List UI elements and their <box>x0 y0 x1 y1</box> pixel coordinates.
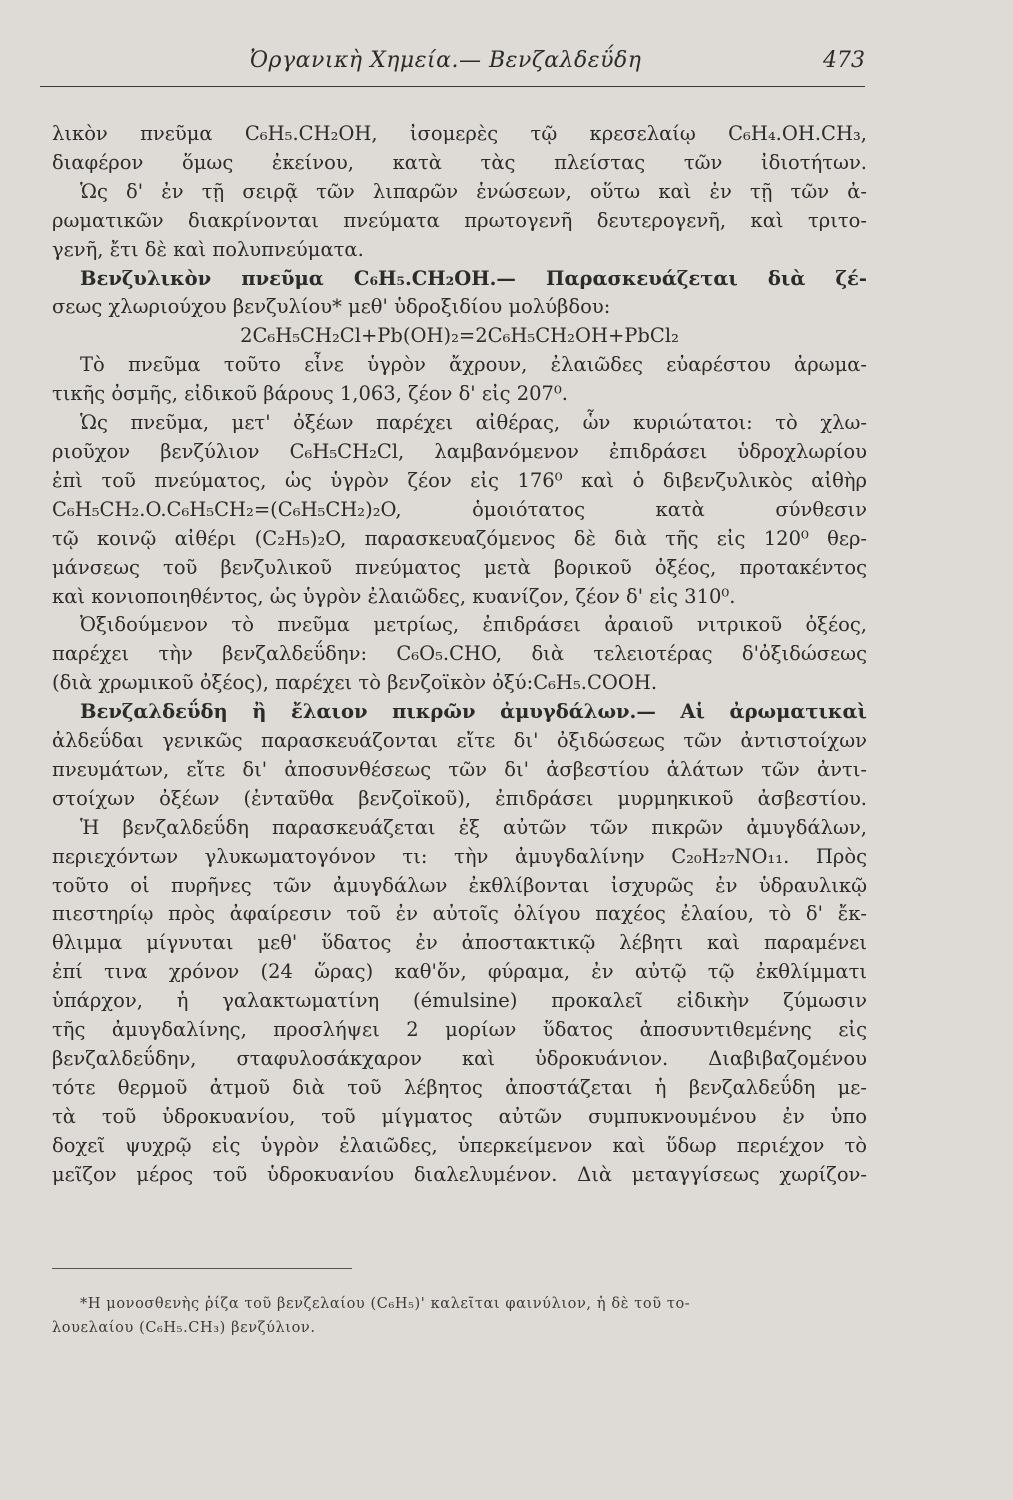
section-heading-line: Βενζαλδεΰδη ἢ ἔλαιον πικρῶν ἀμυγδάλων.— Αἱ ἀρωματικαὶ <box>80 700 867 724</box>
equation-line: 2C₆H₅CH₂Cl+Pb(OH)₂=2C₆H₅CH₂OH+PbCl₂ <box>240 324 679 348</box>
text-line: Ἡ βενζαλδεΰδη παρασκευάζεται ἐξ αὐτῶν τῶν πικρῶν ἀμυγδάλων, <box>80 815 867 839</box>
text-line: τοῦτο οἱ πυρῆνες τῶν ἀμυγδάλων ἐκθλίβονται ἰσχυρῶς ἐν ὑδραυλικῷ <box>52 873 867 897</box>
running-header <box>40 46 865 87</box>
text-line: τὰ τοῦ ὑδροκυανίου, τοῦ μίγματος αὐτῶν συμπυκνουμένου ἐν ὑπο <box>52 1104 867 1128</box>
main-text <box>52 120 867 1190</box>
text-line: παρέχει τὴν βενζαλδεΰδην: C₆O₅.CHO, διὰ τελειοτέρας δ'ὀξιδώσεως <box>52 642 867 666</box>
footnote-divider <box>52 1268 352 1269</box>
text-line: μεῖζον μέρος τοῦ ὑδροκυανίου διαλελυμένον. Διὰ μεταγγίσεως χωρίζον- <box>52 1162 867 1186</box>
text-line: ἐπὶ τοῦ πνεύματος, ὡς ὑγρὸν ζέον εἰς 176⁰ καὶ ὁ διβενζυλικὸς αἰθὴρ <box>52 468 867 492</box>
text-line: γενῆ, ἔτι δὲ καὶ πολυπνεύματα. <box>52 237 364 261</box>
text-line: ὑπάρχον, ἡ γαλακτωματίνη (émulsine) προκαλεῖ εἰδικὴν ζύμωσιν <box>52 989 867 1013</box>
text-line: ἀλδεΰδαι γενικῶς παρασκευάζονται εἴτε δι' ὀξιδώσεως τῶν ἀντιστοίχων <box>52 729 867 753</box>
text-line: λικὸν πνεῦμα C₆H₅.CH₂OH, ἰσομερὲς τῷ κρεσελαίῳ C₆H₄.OH.CH₃, <box>52 122 867 145</box>
text-line: διαφέρον ὅμως ἐκείνου, κατὰ τὰς πλείστας τῶν ἰδιοτήτων. <box>52 150 867 174</box>
text-line: Ὡς δ' ἐν τῇ σειρᾷ τῶν λιπαρῶν ἑνώσεων, οὕτω καὶ ἐν τῇ τῶν ἀ- <box>80 179 867 203</box>
text-line: μάνσεως τοῦ βενζυλικοῦ πνεύματος μετὰ βορικοῦ ὀξέος, προτακέντος <box>52 555 867 579</box>
text-line: τότε θερμοῦ ἀτμοῦ διὰ τοῦ λέβητος ἀποστάζεται ἡ βενζαλδεΰδη με- <box>52 1075 867 1099</box>
text-line: καὶ κονιοποιηθέντος, ὡς ὑγρὸν ἐλαιῶδες, κυανίζον, ζέον δ' εἰς 310⁰. <box>52 584 736 608</box>
text-line: τῆς ἀμυγδαλίνης, προσλήψει 2 μορίων ὕδατος ἀποσυντιθεμένης εἰς <box>52 1018 867 1042</box>
text-line: σεως χλωριούχου βενζυλίου* μεθ' ὑδροξιδίου μολύβδου: <box>52 295 611 319</box>
text-line: ριοῦχον βενζύλιον C₆H₅CH₂Cl, λαμβανόμενον ἐπιδράσει ὑδροχλωρίου <box>52 439 867 463</box>
text-line: ἐπί τινα χρόνον (24 ὥρας) καθ'ὅν, φύραμα, ἐν αὐτῷ τῷ ἐκθλίμματι <box>52 960 867 984</box>
section-heading-line: Βενζυλικὸν πνεῦμα C₆H₅.CH₂OH.— Παρασκευάζεται διὰ ζέ- <box>80 266 867 290</box>
text-line: C₆H₅CH₂.O.C₆H₅CH₂=(C₆H₅CH₂)₂O, ὁμοιότατος κατὰ σύνθεσιν <box>52 497 867 521</box>
text-line: θλιμμα μίγνυται μεθ' ὕδατος ἐν ἀποστακτικῷ λέβητι καὶ παραμένει <box>52 931 867 955</box>
text-line: τῷ κοινῷ αἰθέρι (C₂H₅)₂O, παρασκευαζόμενος δὲ διὰ τῆς εἰς 120⁰ θερ- <box>52 526 867 550</box>
text-line: δοχεῖ ψυχρῷ εἰς ὑγρὸν ἐλαιῶδες, ὑπερκείμενον καὶ ὕδωρ περιέχον τὸ <box>52 1133 867 1157</box>
footnote-line: *Η μονοσθενὴς ῥίζα τοῦ βενζελαίου (C₆H₅)' καλεῖται φαινύλιον, ἡ δὲ τοῦ το- <box>80 1296 691 1312</box>
text-line: Ὡς πνεῦμα, μετ' ὀξέων παρέχει αἰθέρας, ὧν κυριώτατοι: τὸ χλω- <box>80 411 867 435</box>
page-number: 473 <box>823 48 865 73</box>
text-line: Ὀξιδούμενον τὸ πνεῦμα μετρίως, ἐπιδράσει ἀραιοῦ νιτρικοῦ ὀξέος, <box>80 613 867 637</box>
text-line: Τὸ πνεῦμα τοῦτο εἶνε ὑγρὸν ἄχρουν, ἐλαιῶδες εὐαρέστου ἀρωμα- <box>80 353 867 377</box>
text-line: στοίχων ὀξέων (ἐνταῦθα βενζοϊκοῦ), ἐπιδράσει μυρμηκικοῦ ἀσβεστίου. <box>52 786 867 810</box>
text-line: πιεστηρίῳ πρὸς ἀφαίρεσιν τοῦ ἐν αὐτοῖς ὀλίγου παχέος ἐλαίου, τὸ δ' ἔκ- <box>52 902 867 926</box>
footnote-line: λουελαίου (C₆H₅.CH₃) βενζύλιον. <box>52 1320 316 1336</box>
text-line: περιεχόντων γλυκωματογόνον τι: τὴν ἀμυγδαλίνην C₂₀H₂₇NO₁₁. Πρὸς <box>52 844 867 868</box>
running-title: Ὀργανικὴ Χημεία.— Βενζαλδεΰδη <box>250 48 642 73</box>
footnote <box>52 1292 867 1340</box>
text-line: πνευμάτων, εἴτε δι' ἀποσυνθέσεως τῶν δι' ἀσβεστίου ἁλάτων τῶν ἀντι- <box>52 757 867 781</box>
text-line: ρωματικῶν διακρίνονται πνεύματα πρωτογενῆ δευτερογενῆ, καὶ τριτο- <box>52 208 867 232</box>
text-line: (διὰ χρωμικοῦ ὀξέος), παρέχει τὸ βενζοϊκὸν ὀξύ:C₆H₅.COOH. <box>52 671 658 695</box>
text-line: βενζαλδεΰδην, σταφυλοσάκχαρον καὶ ὑδροκυάνιον. Διαβιβαζομένου <box>52 1047 867 1070</box>
text-line: τικῆς ὀσμῆς, εἰδικοῦ βάρους 1,063, ζέον δ' εἰς 207⁰. <box>52 382 568 406</box>
